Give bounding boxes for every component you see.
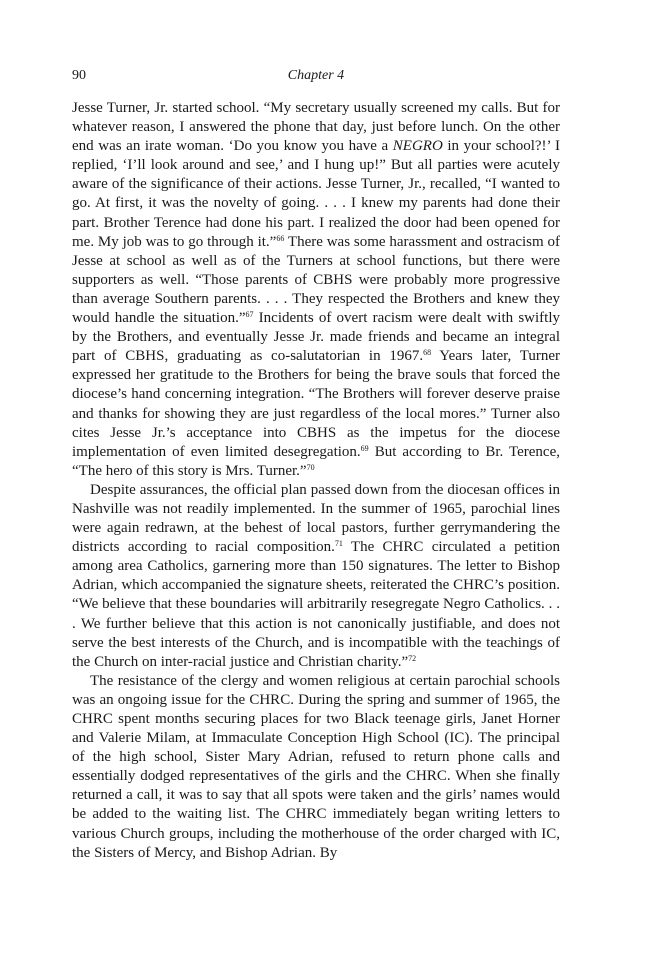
paragraph-text: The CHRC circulated a petition among area Catholics, garnering more than 150 signatures. The letter to Bishop Adrian, which accompanied the signature sheets, reiterated the CHRC’s position. “We believe that these boundaries will arbitrarily resegregate Negro Catholics. . . . We further believe that this action is not canonically justifiable, and does not serve the best interests of the Church, and is incompatible with the teachings of the Church on inter-racial justice and Christian charity.”: [72, 539, 560, 670]
paragraph-text: Years later, Turner expressed her gratitude to the Brothers for being the brave souls that forced the diocese’s hand concerning integration. “The Brothers will forever deserve praise and thanks for showing they are just regardless of the local mores.” Turner also cites Jesse Jr.’s acceptance into CBHS as the impetus for the diocese implementation of even limited desegregation.: [72, 348, 561, 460]
footnote-marker: 69: [360, 443, 369, 453]
footnote-marker: 72: [408, 653, 417, 663]
paragraph-text: Incidents of overt racism were dealt with swiftly by the Brothers, and eventually Jesse Jr. made friends and became an integral part of CBHS, graduating as co-salutatorian in 1967.: [72, 310, 560, 365]
paragraph: [72, 672, 560, 863]
running-head: Chapter 4: [287, 68, 345, 83]
paragraph-text: There was some harassment and ostracism of Jesse at school as well as of the Turners at school functions, but there were supporters as well. “Those parents of CBHS were probably more progressive than average Southern parents. . . . They respected the Brothers and knew they would handle the situation.”: [72, 233, 561, 327]
paragraph-text: in your school?!’ I replied, ‘I’ll look around and see,’ and I hung up!” But all parties were acutely aware of the significance of their actions. Jesse Turner, Jr., recalled, “I wanted to go. At first, it was the novelty of going. . . . I knew my parents had done their part. Brother Terence had done his part. I realized the door had been opened for me. My job was to go through it.”: [72, 138, 560, 250]
footnote-marker: 66: [276, 233, 285, 243]
paragraph: [72, 99, 560, 481]
paragraph-text: Despite assurances, the official plan passed down from the diocesan offices in Nashville was not readily implemented. In the summer of 1965, parochial lines were again redrawn, at the behest of local pastors, further gerrymandering the districts according to racial composition.: [72, 481, 560, 556]
body-text: [72, 99, 560, 863]
paragraph: [72, 481, 560, 672]
paragraph-text: But according to Br. Terence, “The hero of this story is Mrs. Turner.”: [72, 443, 560, 479]
footnote-marker: 67: [245, 310, 254, 320]
paragraph-text: Jesse Turner, Jr. started school. “My secretary usually screened my calls. But for whatever reason, I answered the phone that day, just before lunch. On the other end was an irate woman. ‘Do you know you have a: [72, 100, 560, 155]
paragraph-text: The resistance of the clergy and women religious at certain parochial schools was an ongoing issue for the CHRC. During the spring and summer of 1965, the CHRC spent months securing places for two Black teenage girls, Janet Horner and Valerie Milam, at Immaculate Conception High School (IC). The principal of the high school, Sister Mary Adrian, refused to return phone calls and essentially dodged representatives of the girls and the CHRC. When she finally returned a call, it was to say that all spots were taken and the girls’ names would be added to the waiting list. The CHRC immediately began writing letters to various Church groups, including the motherhouse of the order charged with IC, the Sisters of Mercy, and Bishop Adrian. By: [72, 672, 560, 861]
page-header: [72, 68, 560, 88]
page-number: 90: [72, 68, 86, 83]
footnote-marker: 70: [306, 462, 315, 472]
footnote-marker: 68: [423, 348, 432, 358]
footnote-marker: 71: [334, 539, 343, 549]
emphasis-text: NEGRO: [392, 138, 443, 155]
